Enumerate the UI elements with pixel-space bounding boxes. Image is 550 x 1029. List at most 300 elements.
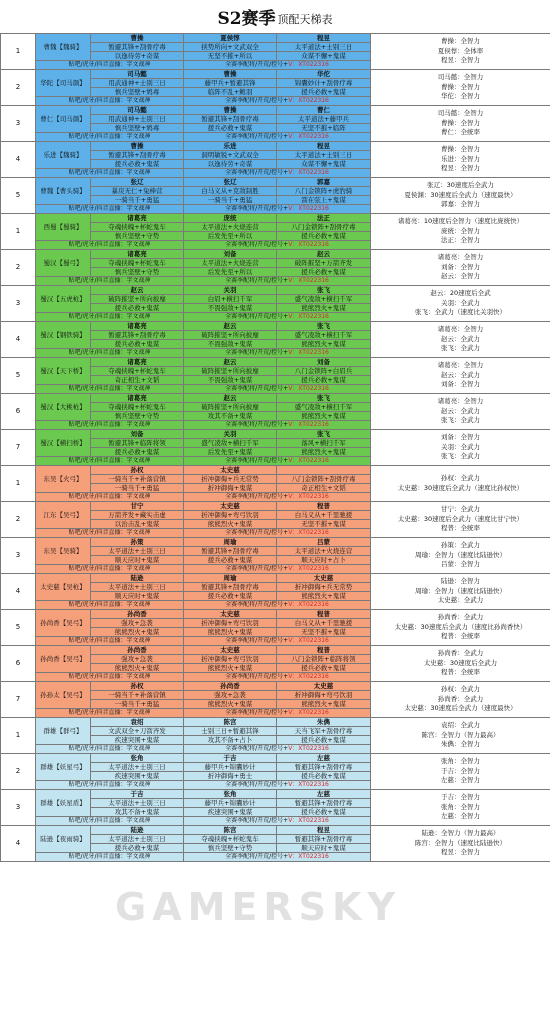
skill-cell: 破阵摧坚+所向披靡 — [184, 331, 277, 340]
footer-contact — [184, 457, 371, 466]
footer-source: 贴吧/虎牙/抖音直播：字文战神 — [36, 349, 184, 358]
lineup-row — [1, 790, 550, 799]
footer-contact-id: V：XT022316 — [288, 745, 329, 752]
footer-mid: 全赛季配将/开荒/控号+ — [225, 385, 289, 392]
note-line: 司马懿：全智力 — [437, 73, 484, 82]
footer-source: 贴吧/虎牙/抖音直播：字文战神 — [36, 565, 184, 574]
footer-contact — [184, 781, 371, 790]
skill-cell: 洞明敏锐+文武双全 — [184, 151, 277, 160]
attribute-note — [371, 394, 550, 430]
note-line: 太史慈：30速度后全武力（速度比孙权快） — [397, 483, 524, 492]
footer-contact — [184, 385, 371, 394]
hero-name: 陈宫 — [184, 826, 277, 835]
skill-cell: 天当飞军+刮骨疗毒 — [277, 727, 371, 736]
footer-source: 贴吧/虎牙/抖音直播：字文战神 — [36, 673, 184, 682]
footer-contact — [184, 133, 371, 142]
lineup-row — [1, 286, 550, 295]
skill-cell: 白眉+横扫千军 — [184, 295, 277, 304]
skill-cell: 援兵必救+鬼谋 — [277, 736, 371, 745]
skill-cell: 强攻+急袭 — [91, 655, 184, 664]
skill-cell: 慎兵坚壁+守势 — [184, 844, 277, 853]
note-line: 乐进：全智力 — [441, 154, 480, 163]
skill-cell: 后发先至+所以 — [184, 232, 277, 241]
hero-name: 太史慈 — [184, 646, 277, 655]
lineup-row — [1, 178, 550, 187]
skill-cell: 八门金锁阵+刮骨疗毒 — [277, 223, 371, 232]
rank-cell: 2 — [1, 754, 36, 790]
skill-cell: 奇正相生+文韬 — [277, 484, 371, 493]
footer-contact — [184, 853, 371, 862]
skill-cell: 暂避其锋+临阵将领 — [91, 439, 184, 448]
skill-cell: 八门金锁阵+白眉兵 — [277, 367, 371, 376]
hero-name: 吕蒙 — [277, 538, 371, 547]
lineup-row — [1, 646, 550, 655]
lineup-row — [1, 610, 550, 619]
skill-cell: 太平道法+火烧连营 — [277, 547, 371, 556]
rank-cell: 4 — [1, 142, 36, 178]
skill-cell: 暴戾无仁+兔棒营 — [91, 187, 184, 196]
skill-cell: 太平道法+士别三日 — [91, 835, 184, 844]
hero-name: 张飞 — [277, 322, 371, 331]
skill-cell: 无坚不摧+所以 — [184, 52, 277, 61]
hero-name: 孙权 — [91, 466, 184, 475]
lineup-name: 群雄【妖星弓】 — [36, 754, 91, 781]
skill-cell: 攻其不备+鬼谋 — [184, 412, 277, 421]
skill-cell: 折冲御侮+弯弓饮羽 — [184, 655, 277, 664]
skill-cell: 援兵必救+鬼谋 — [91, 304, 184, 313]
attribute-note — [371, 682, 550, 718]
skill-cell: 熊熊烈火+鬼谋 — [184, 664, 277, 673]
skill-cell: 临阵不乱+鲍羽 — [184, 88, 277, 97]
footer-mid: 全赛季配将/开荒/控号+ — [225, 781, 289, 788]
skill-cell: 后发先至+鬼谋 — [184, 448, 277, 457]
footer-source: 贴吧/虎牙/抖音直播：字文战神 — [36, 709, 184, 718]
skill-cell: 慎兵坚壁+鸩毒 — [91, 88, 184, 97]
lineup-name: 群雄【群弓】 — [36, 718, 91, 745]
footer-source: 贴吧/虎牙/抖音直播：字文战神 — [36, 313, 184, 322]
lineup-name: 蜀汉【五虎枪】 — [36, 286, 91, 313]
skill-cell: 太平道法+士别三日 — [277, 43, 371, 52]
skill-cell: 熊熊烈火+鬼谋 — [277, 592, 371, 601]
skill-cell: 慎兵坚壁+守势 — [91, 268, 184, 277]
hero-name: 夏侯惇 — [184, 34, 277, 43]
skill-cell: 疾速突围+鬼谋 — [91, 772, 184, 781]
skill-cell: 白马义从+克敌制胜 — [184, 187, 277, 196]
hero-name: 程普 — [277, 610, 371, 619]
skill-cell: 太平道法+火烧连营 — [184, 223, 277, 232]
hero-name: 赵云 — [277, 250, 371, 259]
rank-cell: 7 — [1, 682, 36, 718]
skill-cell: 强攻+急袭 — [91, 619, 184, 628]
note-line: 郭嘉：全智力 — [441, 200, 480, 209]
attribute-note — [371, 250, 550, 286]
footer-contact — [184, 817, 371, 826]
skill-cell: 折冲御侮+兵无常势 — [277, 583, 371, 592]
skill-cell: 暂避其锋+刮骨疗毒 — [184, 547, 277, 556]
footer-mid: 全赛季配将/开荒/控号+ — [225, 457, 289, 464]
footer-mid: 全赛季配将/开荒/控号+ — [225, 493, 289, 500]
skill-cell: 暂避其锋+刮骨疗毒 — [91, 43, 184, 52]
note-line: 张辽：30速度后全武力 — [427, 181, 494, 190]
footer-contact-id: V：XT022316 — [288, 313, 329, 320]
hero-name: 太史慈 — [184, 466, 277, 475]
skill-cell: 藤甲兵+锦囊妙计 — [184, 763, 277, 772]
note-line: 法正：全智力 — [441, 236, 480, 245]
lineup-row — [1, 538, 550, 547]
attribute-note — [371, 34, 550, 70]
lineup-name: 孙孙太【吴弓】 — [36, 682, 91, 709]
hero-name: 张辽 — [91, 178, 184, 187]
note-line: 程普：全统率 — [441, 668, 480, 677]
footer-source: 贴吧/虎牙/抖音直播：字文战神 — [36, 205, 184, 214]
hero-name: 陆逊 — [91, 826, 184, 835]
skill-cell: 无坚不摧+鬼谋 — [277, 628, 371, 637]
page-title — [0, 0, 550, 33]
note-line: 诸葛亮：全智力 — [437, 397, 484, 406]
footer-source: 贴吧/虎牙/抖音直播：字文战神 — [36, 421, 184, 430]
hero-name: 孙权 — [91, 682, 184, 691]
footer-contact — [184, 277, 371, 286]
skill-cell: 一骑当千+勇猛 — [91, 196, 184, 205]
skill-cell: 一骑当千+勇猛 — [184, 196, 277, 205]
footer-contact-id: V：XT022316 — [288, 529, 329, 536]
lineup-row — [1, 358, 550, 367]
note-line: 周瑜：全智力（速度比陆逊快） — [415, 586, 506, 595]
footer-contact — [184, 529, 371, 538]
skill-cell: 锦囊妙计+刮骨疗毒 — [277, 79, 371, 88]
lineup-name: 陆逊【夜雨骑】 — [36, 826, 91, 853]
hero-name: 赵云 — [91, 286, 184, 295]
skill-cell: 援兵必救+鬼谋 — [277, 88, 371, 97]
footer-contact — [184, 637, 371, 646]
hero-name: 程昱 — [277, 826, 371, 835]
attribute-note — [371, 826, 550, 862]
footer-mid: 全赛季配将/开荒/控号+ — [225, 565, 289, 572]
skill-cell: 以治击乱+鬼谋 — [91, 520, 184, 529]
lineup-row — [1, 214, 550, 223]
skill-cell: 熊熊烈火+鬼谋 — [277, 412, 371, 421]
attribute-note — [371, 646, 550, 682]
skill-cell: 折冲御侮+勇士 — [184, 772, 277, 781]
skill-cell: 顺天应时+鬼谋 — [277, 844, 371, 853]
note-line: 诸葛亮：10速度后全智力（速度比庞统快） — [397, 217, 524, 226]
skill-cell: 众谋不懈+鬼谋 — [277, 160, 371, 169]
skill-cell: 折冲御侮+弯弓饮羽 — [184, 511, 277, 520]
lineup-row — [1, 250, 550, 259]
note-line: 吕蒙：全智力 — [441, 560, 480, 569]
hero-name: 曹操 — [184, 106, 277, 115]
skill-cell: 援兵必救+鬼谋 — [91, 844, 184, 853]
hero-name: 曹操 — [91, 142, 184, 151]
hero-name: 法正 — [277, 214, 371, 223]
rank-cell: 1 — [1, 718, 36, 754]
footer-source: 贴吧/虎牙/抖音直播：字文战神 — [36, 601, 184, 610]
lineup-row — [1, 718, 550, 727]
lineup-row — [1, 754, 550, 763]
hero-name: 袁绍 — [91, 718, 184, 727]
hero-name: 赵云 — [184, 322, 277, 331]
footer-mid: 全赛季配将/开荒/控号+ — [225, 817, 289, 824]
note-line: 张飞：全武力 — [441, 344, 480, 353]
note-line: 孙尚香：全武力 — [437, 694, 484, 703]
skill-cell: 慎兵坚壁+鸩毒 — [91, 124, 184, 133]
footer-contact — [184, 97, 371, 106]
skill-cell: 不畏强敌+鬼谋 — [184, 376, 277, 385]
hero-name: 张飞 — [277, 286, 371, 295]
skill-cell: 太平道法+士别三日 — [91, 547, 184, 556]
lineup-row — [1, 826, 550, 835]
note-line: 张飞：全武力 — [441, 416, 480, 425]
note-line: 诸葛亮：全智力 — [437, 361, 484, 370]
skill-cell: 慎兵坚壁+守势 — [91, 232, 184, 241]
skill-cell: 盛气凌敌+横扫千军 — [277, 295, 371, 304]
footer-contact — [184, 709, 371, 718]
footer-source: 贴吧/虎牙/抖音直播：字文战神 — [36, 241, 184, 250]
rank-cell: 7 — [1, 430, 36, 466]
skill-cell: 八门金锁阵+临阵将领 — [277, 655, 371, 664]
skill-cell: 暂避其锋+刮骨疗毒 — [91, 151, 184, 160]
skill-cell: 折冲御侮+弯弓饮羽 — [184, 619, 277, 628]
hero-name: 朱儁 — [277, 718, 371, 727]
note-line: 刘备：全智力 — [441, 433, 480, 442]
note-line: 华佗：全智力 — [441, 92, 480, 101]
skill-cell: 援兵必救+鬼谋 — [277, 232, 371, 241]
skill-cell: 援兵必救+鬼谋 — [277, 772, 371, 781]
lineup-name: 东吴【吴骑】 — [36, 538, 91, 565]
note-line: 诸葛亮：全智力 — [437, 253, 484, 262]
footer-contact — [184, 169, 371, 178]
footer-source: 贴吧/虎牙/抖音直播：字文战神 — [36, 61, 184, 70]
skill-cell: 暂避其锋+刮骨疗毒 — [184, 583, 277, 592]
footer-contact-id: V：XT022316 — [288, 241, 329, 248]
rank-cell: 1 — [1, 466, 36, 502]
skill-cell: 众谋不懈+鬼谋 — [277, 52, 371, 61]
footer-contact — [184, 313, 371, 322]
skill-cell: 顺天应时+鬼谋 — [91, 556, 184, 565]
note-line: 刘备：全智力 — [441, 380, 480, 389]
lineup-name: 东吴【火弓】 — [36, 466, 91, 493]
note-line: 孙策：全武力 — [441, 541, 480, 550]
hero-name: 关羽 — [184, 430, 277, 439]
lineup-name: 曹魏【曹头骑】 — [36, 178, 91, 205]
footer-contact-id: V：XT022316 — [288, 97, 329, 104]
note-line: 张飞：全武力 — [441, 452, 480, 461]
hero-name: 于吉 — [184, 754, 277, 763]
skill-cell: 破阵摧坚+所向披靡 — [184, 367, 277, 376]
attribute-note — [371, 466, 550, 502]
rank-cell: 3 — [1, 538, 36, 574]
lineup-name: 曹仁【司马颜】 — [36, 106, 91, 133]
skill-cell: 落风+横扫千军 — [277, 439, 371, 448]
skill-cell: 熊熊烈火+鬼谋 — [277, 448, 371, 457]
attribute-note — [371, 142, 550, 178]
note-line: 司马懿：全智力 — [437, 109, 484, 118]
footer-contact — [184, 421, 371, 430]
rank-cell: 1 — [1, 34, 36, 70]
attribute-note — [371, 430, 550, 466]
skill-cell: 八门金锁阵+虎豹骑 — [277, 187, 371, 196]
skill-cell: 援兵必救+鬼谋 — [184, 124, 277, 133]
note-line: 赵云：20速度后全武 — [430, 289, 491, 298]
skill-cell: 夺魂挟魄+杯蛇鬼车 — [91, 403, 184, 412]
skill-cell: 一骑当千+勇猛 — [91, 700, 184, 709]
lineup-name: 蜀汉【钢铁骑】 — [36, 322, 91, 349]
skill-cell: 太平道法+士别三日 — [91, 763, 184, 772]
hero-name: 陆逊 — [91, 574, 184, 583]
lineup-row — [1, 394, 550, 403]
attribute-note — [371, 178, 550, 214]
hero-name: 张角 — [184, 790, 277, 799]
skill-cell: 折冲御侮+弯弓饮羽 — [277, 691, 371, 700]
skill-cell: 援兵必救+鬼谋 — [277, 268, 371, 277]
skill-cell: 折冲御侮+鬼谋 — [184, 484, 277, 493]
title-sub: 顶配天梯表 — [277, 12, 333, 26]
note-line: 左慈：全智力 — [441, 776, 480, 785]
hero-name: 张飞 — [277, 430, 371, 439]
skill-cell: 奇正相生+文韬 — [91, 376, 184, 385]
note-line: 曹操：全智力 — [441, 37, 480, 46]
skill-cell: 熊熊烈火+鬼谋 — [184, 700, 277, 709]
note-line: 诸葛亮：全智力 — [437, 325, 484, 334]
footer-mid: 全赛季配将/开荒/控号+ — [225, 421, 289, 428]
skill-cell: 折冲御侮+兵无常势 — [184, 475, 277, 484]
footer-contact-id: V：XT022316 — [288, 637, 329, 644]
hero-name: 左慈 — [277, 790, 371, 799]
skill-cell: 无坚不摧+临阵 — [277, 124, 371, 133]
hero-name: 太史慈 — [277, 682, 371, 691]
lineup-row — [1, 502, 550, 511]
footer-source: 贴吧/虎牙/抖音直播：字文战神 — [36, 457, 184, 466]
rank-cell: 6 — [1, 646, 36, 682]
skill-cell: 士别三日+暂避其锋 — [184, 727, 277, 736]
lineup-name: 孙尚香【吴弓】 — [36, 610, 91, 637]
footer-source: 贴吧/虎牙/抖音直播：字文战神 — [36, 385, 184, 394]
skill-cell: 熊熊烈火+鬼谋 — [184, 628, 277, 637]
footer-contact — [184, 493, 371, 502]
note-line: 夏侯渊：30速度后全武力（速度最快） — [404, 190, 517, 199]
skill-cell: 暂避其锋+刮骨疗毒 — [184, 115, 277, 124]
skill-cell: 援兵必救+鬼谋 — [184, 556, 277, 565]
hero-name: 周瑜 — [184, 538, 277, 547]
hero-name: 赵云 — [184, 358, 277, 367]
hero-name: 诸葛亮 — [91, 394, 184, 403]
skill-cell: 太平道法+火烧连营 — [184, 259, 277, 268]
footer-contact-id: V：XT022316 — [288, 385, 329, 392]
rank-cell: 5 — [1, 358, 36, 394]
note-line: 甘宁：全武力 — [441, 505, 480, 514]
note-line: 周瑜：全智力（速度比陆逊快） — [415, 550, 506, 559]
skill-cell: 熊熊烈火+鬼谋 — [91, 628, 184, 637]
skill-cell: 熊熊烈火+鬼谋 — [277, 340, 371, 349]
skill-cell: 暂避其锋+刮骨疗毒 — [277, 799, 371, 808]
hero-name: 太史慈 — [277, 574, 371, 583]
lineup-name: 太史慈【吴枪】 — [36, 574, 91, 601]
hero-name: 周瑜 — [184, 574, 277, 583]
hero-name: 诸葛亮 — [91, 214, 184, 223]
skill-cell: 后发先至+所以 — [184, 268, 277, 277]
footer-contact-id: V：XT022316 — [288, 421, 329, 428]
skill-cell: 熊熊烈火+鬼谋 — [277, 700, 371, 709]
footer-contact-id: V：XT022316 — [288, 277, 329, 284]
skill-cell: 藤甲兵+暂避其锋 — [184, 79, 277, 88]
hero-name: 张角 — [91, 754, 184, 763]
note-line: 孙尚香：全武力 — [437, 613, 484, 622]
footer-contact — [184, 241, 371, 250]
rank-cell: 2 — [1, 502, 36, 538]
footer-contact-id: V：XT022316 — [288, 565, 329, 572]
skill-cell: 箭在弦上+鬼谋 — [277, 196, 371, 205]
note-line: 关羽：全武力 — [441, 298, 480, 307]
attribute-note — [371, 574, 550, 610]
hero-name: 庞统 — [184, 214, 277, 223]
footer-contact-id: V：XT022316 — [288, 61, 329, 68]
rank-cell: 3 — [1, 106, 36, 142]
note-line: 太史慈：30速度后全武力（速度比甘宁快） — [397, 514, 524, 523]
footer-source: 贴吧/虎牙/抖音直播：字文战神 — [36, 745, 184, 754]
footer-contact-id: V：XT022316 — [288, 781, 329, 788]
hero-name: 太史慈 — [184, 610, 277, 619]
attribute-note — [371, 754, 550, 790]
footer-contact-id: V：XT022316 — [288, 349, 329, 356]
footer-source: 贴吧/虎牙/抖音直播：字文战神 — [36, 493, 184, 502]
note-line: 曹操：全智力 — [441, 82, 480, 91]
lineup-row — [1, 106, 550, 115]
footer-contact-id: V：XT022316 — [288, 457, 329, 464]
attribute-note — [371, 502, 550, 538]
skill-cell: 夺魂挟魄+杯蛇鬼车 — [91, 367, 184, 376]
hero-name: 于吉 — [91, 790, 184, 799]
rank-cell: 4 — [1, 826, 36, 862]
attribute-note — [371, 610, 550, 646]
attribute-note — [371, 106, 550, 142]
skill-cell: 夺魂挟魄+杯蛇鬼车 — [91, 259, 184, 268]
note-line: 赵云：全武力 — [441, 334, 480, 343]
footer-source: 贴吧/虎牙/抖音直播：字文战神 — [36, 97, 184, 106]
hero-name: 乐进 — [184, 142, 277, 151]
note-line: 太史慈：30速度后全武力（速度比孙尚香快） — [394, 622, 527, 631]
rank-cell: 6 — [1, 394, 36, 430]
hero-name: 刘备 — [184, 250, 277, 259]
hero-name: 赵云 — [184, 394, 277, 403]
lineup-row — [1, 322, 550, 331]
lineup-name: 华陀【司马颜】 — [36, 70, 91, 97]
note-line: 太史慈：30速度后全武力（速度最快） — [404, 704, 517, 713]
footer-source: 贴吧/虎牙/抖音直播：字文战神 — [36, 853, 184, 862]
skill-cell: 用武通神+士别三日 — [91, 115, 184, 124]
lineup-name: 群雄【妖星盾】 — [36, 790, 91, 817]
note-line: 孙尚香：全武力 — [437, 649, 484, 658]
lineup-name: 蜀汉【天下桥】 — [36, 358, 91, 385]
hero-name: 孙策 — [91, 538, 184, 547]
hero-name: 张辽 — [184, 178, 277, 187]
skill-cell: 援兵必救+鬼谋 — [91, 448, 184, 457]
footer-contact — [184, 205, 371, 214]
skill-cell: 一骑当千+补落营镇 — [91, 691, 184, 700]
skill-cell: 顺天应时+占卜 — [277, 556, 371, 565]
note-line: 刘备：全智力 — [441, 262, 480, 271]
note-line: 庞统：全智力 — [441, 226, 480, 235]
footer-source: 贴吧/虎牙/抖音直播：字文战神 — [36, 133, 184, 142]
lineup-row — [1, 34, 550, 43]
footer-mid: 全赛季配将/开荒/控号+ — [225, 529, 289, 536]
skill-cell: 用武通神+士别三日 — [91, 79, 184, 88]
skill-cell: 八门金锁阵+刮骨疗毒 — [277, 475, 371, 484]
attribute-note — [371, 322, 550, 358]
note-line: 陈宫：全智力（智力最高） — [421, 730, 500, 739]
skill-cell: 盛气凌敌+横扫千军 — [277, 331, 371, 340]
rank-cell: 5 — [1, 610, 36, 646]
rank-cell: 5 — [1, 178, 36, 214]
